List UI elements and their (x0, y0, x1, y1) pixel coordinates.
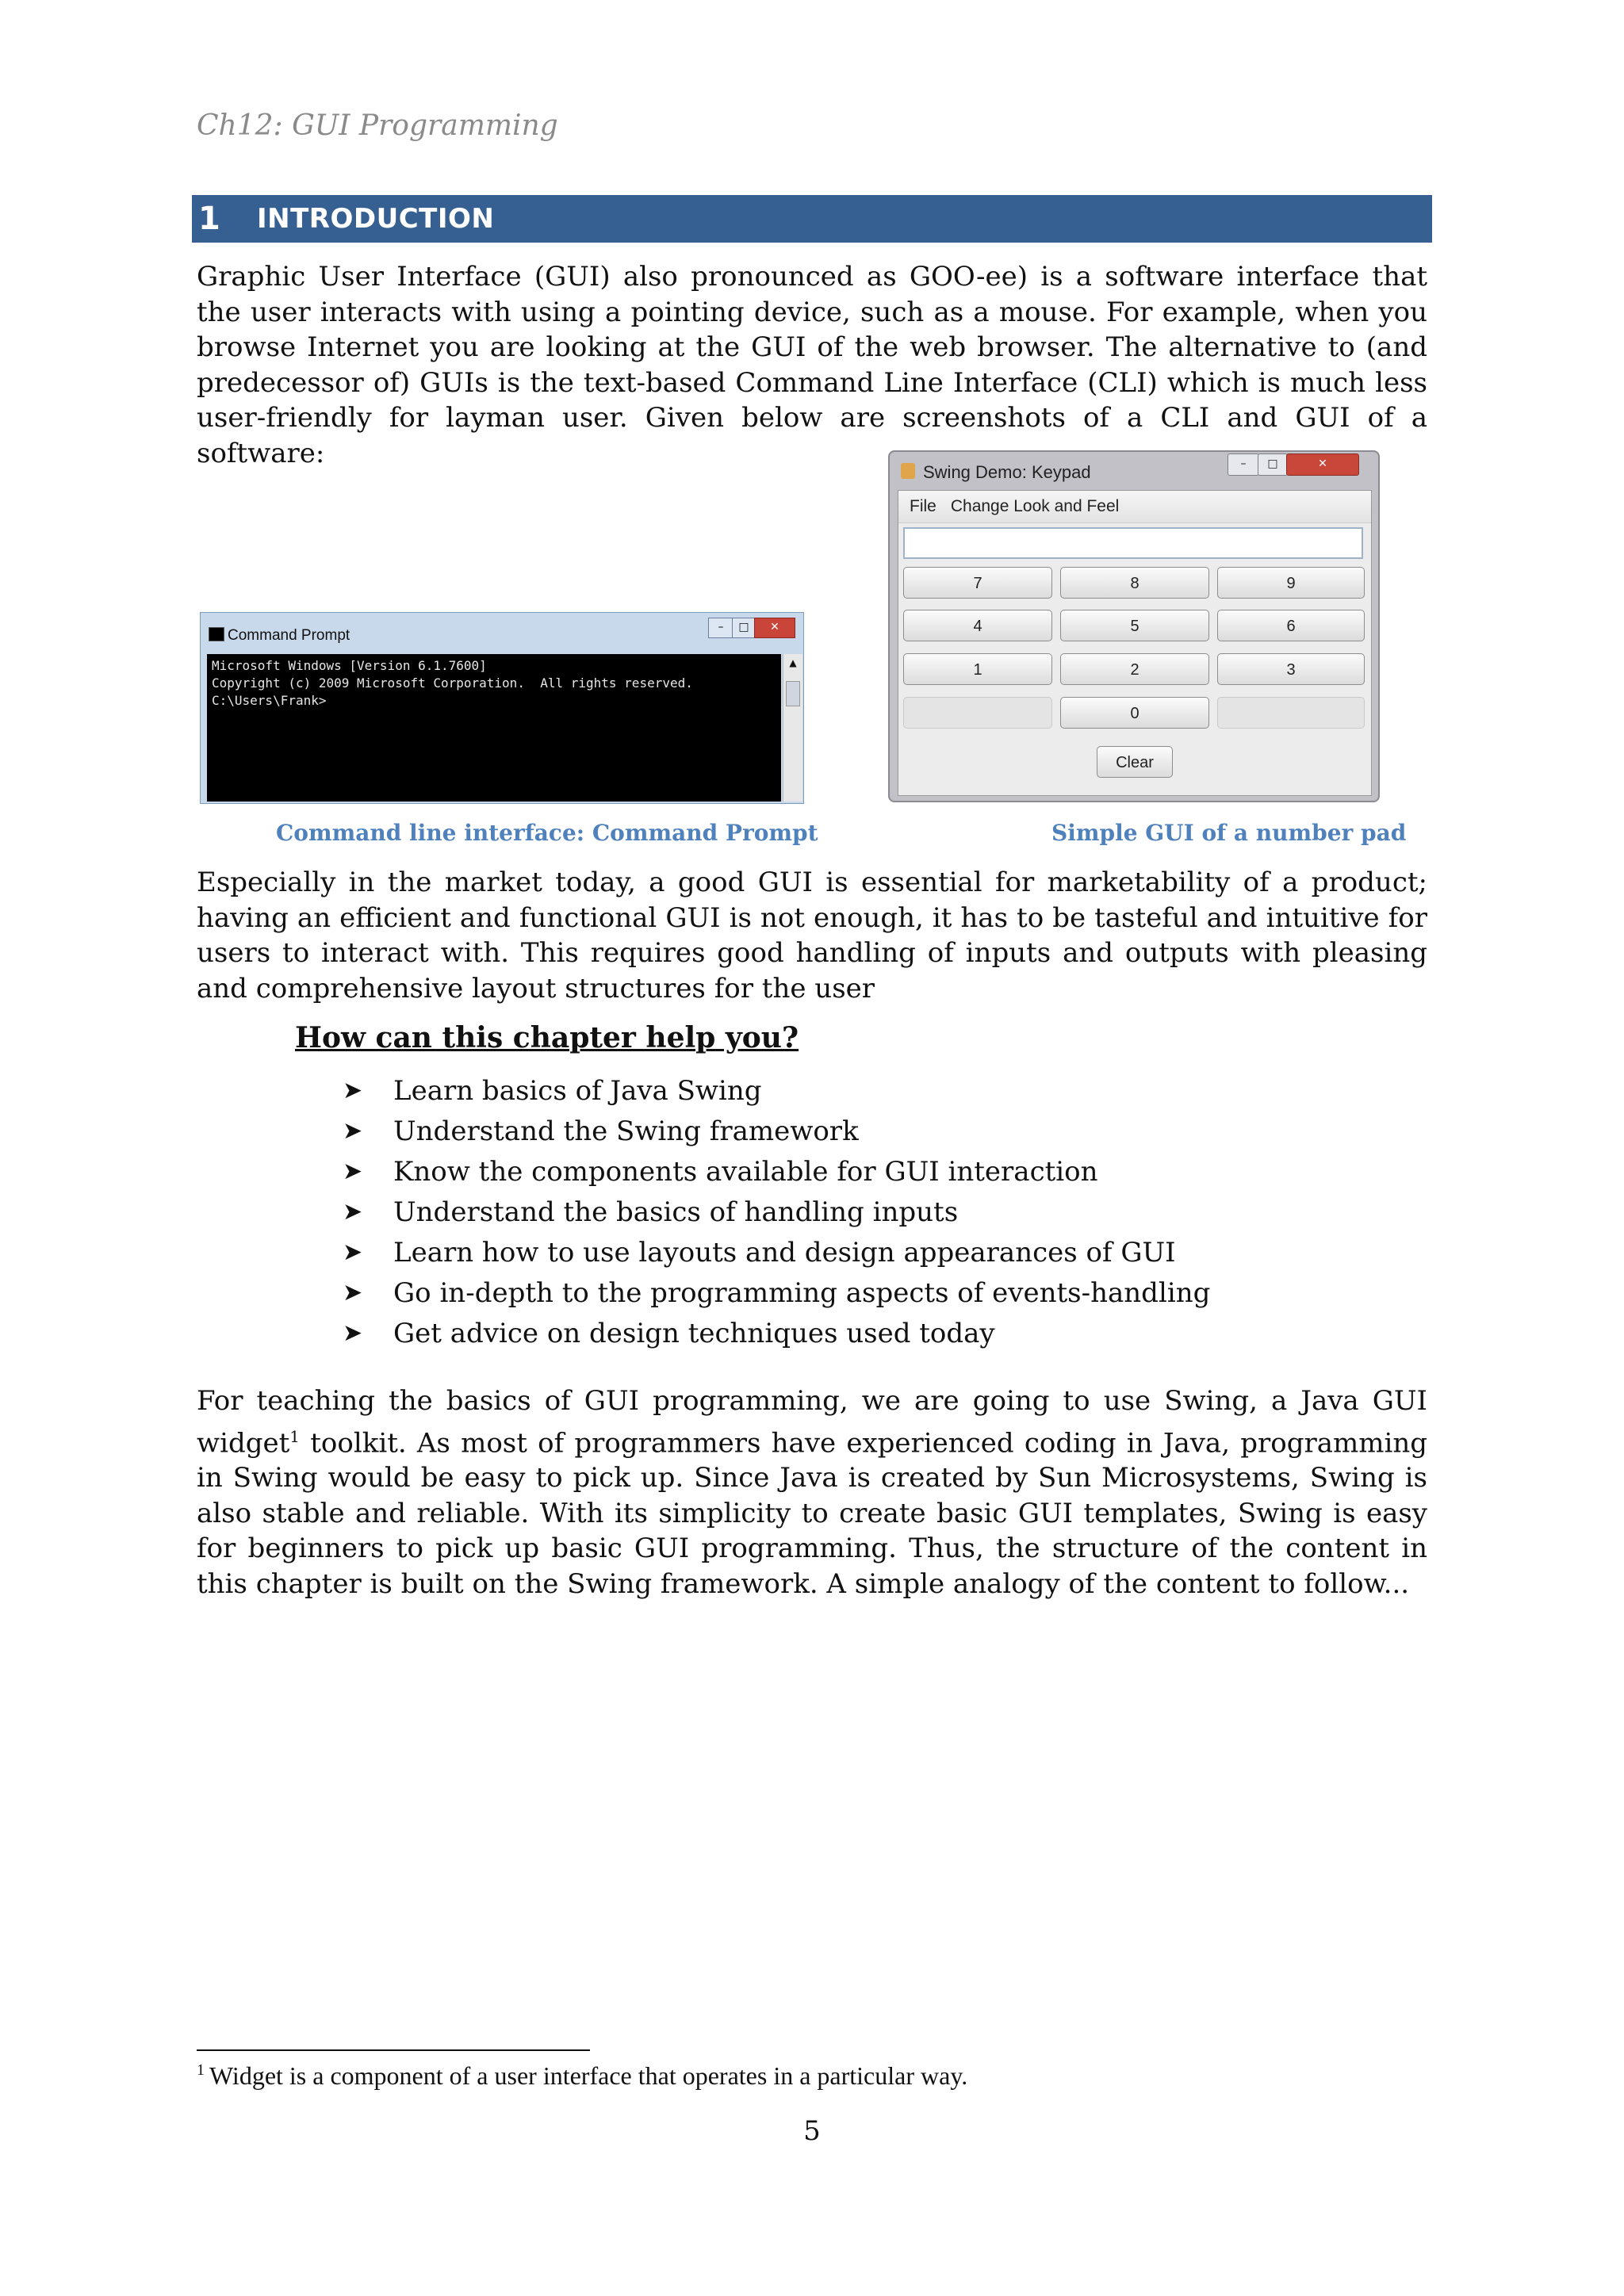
arrow-bullet-icon: ➤ (343, 1198, 363, 1226)
objectives-list (343, 1070, 1210, 1353)
key-3: 3 (1217, 653, 1365, 685)
footnote-reference[interactable]: 1 (289, 1426, 301, 1446)
cmd-window-title: Command Prompt (228, 627, 350, 644)
scroll-thumb (786, 681, 800, 706)
arrow-bullet-icon: ➤ (343, 1077, 363, 1104)
list-item: ➤ Understand the Swing framework (343, 1115, 859, 1147)
list-item: ➤ Go in-depth to the programming aspects of events-handling (343, 1276, 1211, 1309)
keypad-display-field (903, 527, 1363, 559)
section-title: INTRODUCTION (257, 203, 495, 235)
arrow-bullet-icon: ➤ (343, 1158, 363, 1185)
page-number: 5 (803, 2115, 821, 2147)
list-item: ➤ Understand the basics of handling inputs (343, 1196, 959, 1228)
swing-paragraph: For teaching the basics of GUI programming, we are going to use Swing, a Java GUI widget$^1$ toolkit. As most of programmers have experienced coding in Java, programming in Swing would be easy to pick up. Since Java is created by Sun Microsystems, Swing is also stable and reliable. With its simplicity to create basic GUI templates, Swing is easy for beginners to pick up basic GUI programming. Thus, the structure of the content in this chapter is built on the Swing framework. A simple analogy of the content to follow... (197, 1385, 1427, 1600)
menu-change-look-and-feel: Change Look and Feel (950, 497, 1120, 515)
section-heading (192, 195, 1432, 243)
command-prompt-screenshot (200, 612, 804, 804)
swing-client-area (898, 490, 1372, 796)
key-blank-left (903, 697, 1052, 729)
cmd-window-icon (209, 627, 224, 641)
key-2: 2 (1060, 653, 1209, 685)
arrow-bullet-icon: ➤ (343, 1238, 363, 1266)
intro-paragraph: Graphic User Interface (GUI) also pronounced as GOO-ee) is a software interface that the user interacts with using a pointing device, such as a mouse. For example, when you browse Internet you are looking at the GUI of the web browser. The alternative to (and predecessor of) GUIs is the text-based Command Line Interface (CLI) which is much less user-friendly for layman user. Given below are screenshots of a CLI and GUI of a software: (197, 261, 1427, 469)
minimize-icon: – (1228, 453, 1259, 476)
key-9: 9 (1217, 567, 1365, 599)
key-5: 5 (1060, 610, 1209, 641)
cmd-console (207, 654, 781, 802)
running-header: Ch12: GUI Programming (197, 109, 558, 142)
key-blank-right (1217, 697, 1365, 729)
cmd-line: Microsoft Windows [Version 6.1.7600] (212, 658, 487, 673)
cmd-scrollbar (783, 654, 802, 802)
key-4: 4 (903, 610, 1052, 641)
footnote-marker: 1 (197, 2061, 205, 2079)
cmd-line: C:\Users\Frank> (212, 693, 327, 708)
clear-button: Clear (1097, 746, 1173, 778)
footnote-separator (197, 2049, 590, 2051)
key-7: 7 (903, 567, 1052, 599)
arrow-bullet-icon: ➤ (343, 1319, 363, 1347)
swing-menubar (898, 491, 1371, 523)
chapter-help-heading: How can this chapter help you? (295, 1021, 799, 1054)
key-8: 8 (1060, 567, 1209, 599)
cli-figure-caption: Command line interface: Command Prompt (276, 820, 818, 846)
list-item: ➤ Learn how to use layouts and design appearances of GUI (343, 1236, 1176, 1269)
footnote (197, 2061, 967, 2091)
cmd-line: Copyright (c) 2009 Microsoft Corporation. All rights reserved. (212, 675, 693, 691)
list-item: ➤ Get advice on design techniques used today (343, 1317, 995, 1349)
maximize-icon: □ (1258, 453, 1288, 476)
marketability-paragraph: Especially in the market today, a good GUI is essential for marketability of a product; having an efficient and functional GUI is not enough, it has to be tasteful and intuitive for users to interact with. This requires good handling of inputs and outputs with pleasing and comprehensive layout structures for the user (197, 867, 1427, 1004)
section-number: 1 (198, 201, 220, 237)
close-icon: ✕ (754, 618, 795, 638)
arrow-bullet-icon: ➤ (343, 1117, 363, 1145)
gui-figure-caption: Simple GUI of a number pad (1051, 820, 1407, 846)
key-1: 1 (903, 653, 1052, 685)
maximize-icon: □ (732, 618, 756, 638)
list-item: ➤ Know the components available for GUI interaction (343, 1155, 1098, 1188)
list-item: ➤ Learn basics of Java Swing (343, 1074, 762, 1107)
menu-file: File (910, 497, 936, 515)
swing-titlebar (890, 452, 1378, 490)
footnote-text: Widget is a component of a user interface that operates in a particular way. (209, 2061, 968, 2090)
swing-keypad-screenshot (888, 450, 1380, 802)
minimize-icon: – (708, 618, 733, 638)
scroll-up-icon: ▲ (789, 657, 797, 668)
key-6: 6 (1217, 610, 1365, 641)
close-icon: ✕ (1286, 453, 1359, 476)
cmd-titlebar (201, 613, 803, 654)
java-cup-icon (901, 463, 915, 479)
key-0: 0 (1060, 697, 1209, 729)
swing-window-title: Swing Demo: Keypad (923, 462, 1091, 482)
arrow-bullet-icon: ➤ (343, 1279, 363, 1307)
